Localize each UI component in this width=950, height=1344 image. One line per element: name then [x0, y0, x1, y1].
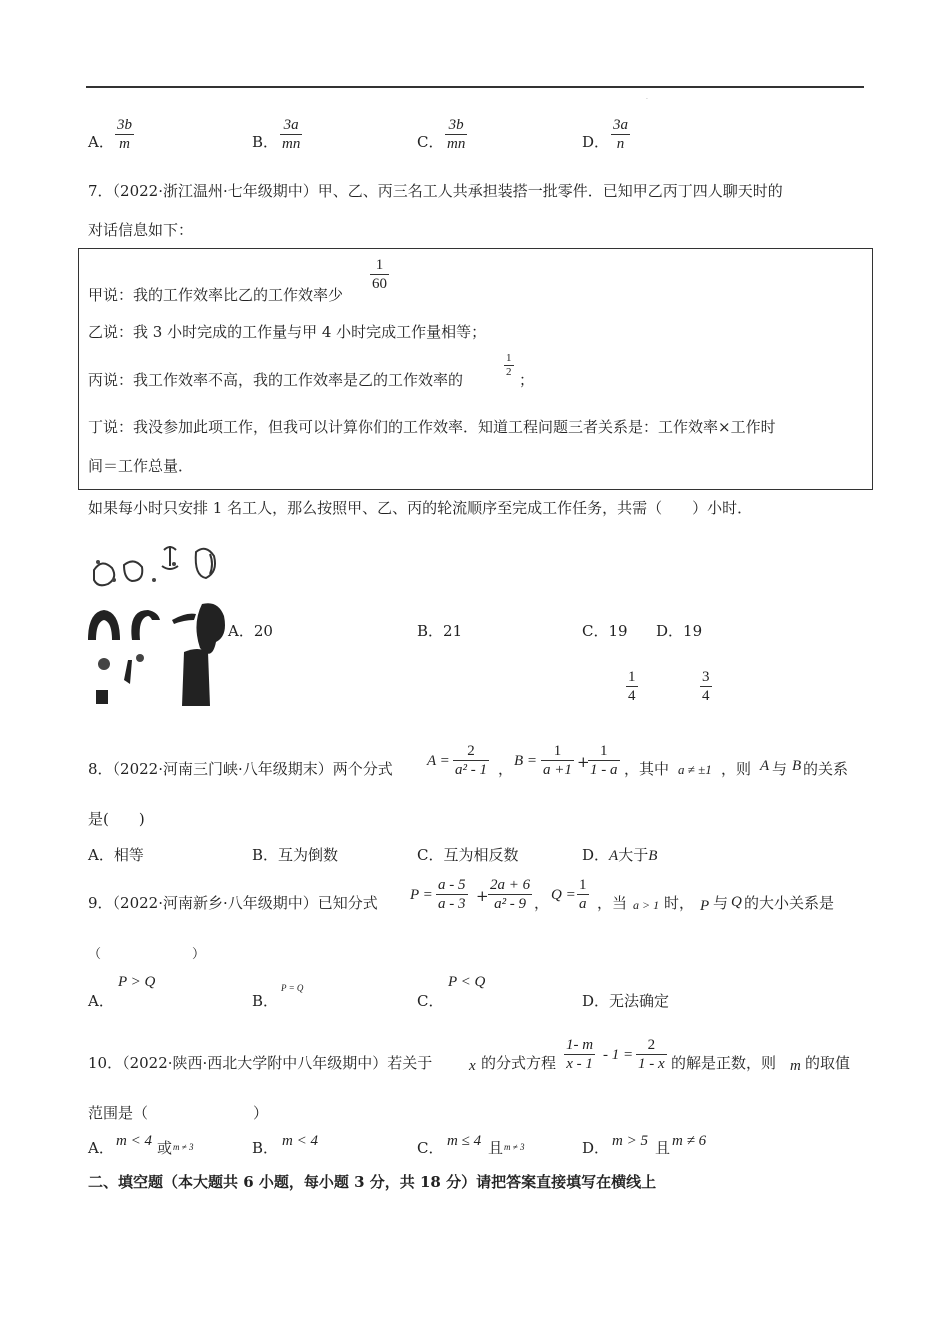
denominator: mn [282, 136, 301, 152]
q10-x: x [469, 1058, 476, 1074]
denominator: a - 3 [438, 896, 466, 912]
bing-fraction [504, 352, 514, 379]
numerator: a - 5 [438, 877, 466, 893]
numerator: 1 [588, 742, 620, 761]
q10-option-b: m < 4 [282, 1133, 318, 1149]
numerator: 3b [117, 117, 132, 133]
denominator: 2 [506, 366, 512, 378]
q7-stem-line2: 对话信息如下： [88, 221, 194, 239]
ding-statement-line1: 丁说：我没参加此项工作，但我可以计算你们的工作效率．知道工程问题三者关系是：工作效率×工作时 [88, 418, 776, 436]
q8-line2: 是( ) [88, 810, 145, 828]
q10-option-a-1: m < 4 [116, 1133, 152, 1149]
q7-option-b: B．21 [417, 622, 463, 640]
q10-stem-b: 的分式方程 [481, 1054, 557, 1072]
q8-stem-b: ，其中 [624, 760, 670, 778]
denominator: mn [447, 136, 466, 152]
q6-option-d-fraction [611, 116, 630, 153]
q10-stem-d: 的取值 [805, 1054, 851, 1072]
q10-option-a-2: m ≠ 3 [173, 1142, 194, 1152]
q10-option-d-and: 且 [655, 1139, 671, 1157]
numerator: 1 [579, 877, 587, 893]
q6-option-b-label: B． [252, 133, 279, 151]
q10-option-c-1: m ≤ 4 [447, 1133, 482, 1149]
label: D． [582, 846, 610, 864]
jia-statement: 甲说：我的工作效率比乙的工作效率少 [88, 286, 344, 304]
denominator: 4 [628, 688, 636, 704]
q9-line2: （ ） [88, 947, 206, 962]
denominator: 1 - x [638, 1056, 665, 1072]
numerator: 2a + 6 [490, 877, 531, 893]
q8-stem-c: ，则 [721, 760, 752, 778]
q9-option-b-label: B． [252, 992, 279, 1010]
numerator: 1 [541, 742, 574, 761]
q8-relation: 的关系 [803, 760, 849, 778]
q7-option-c-fraction [626, 668, 638, 705]
q9-stem-c: 时， [664, 894, 695, 912]
q9-P-eq: P = [410, 887, 433, 903]
q8-option-b: B．互为倒数 [252, 846, 339, 864]
numerator: 2 [636, 1036, 667, 1055]
numerator: 1 [370, 256, 389, 275]
q7-option-c: C．19 [582, 622, 628, 640]
q6-option-c-fraction [445, 116, 467, 153]
q8-condition: a ≠ ±1 [678, 762, 712, 777]
q9-Q-fraction [577, 876, 589, 913]
ding-statement-line2: 间＝工作总量． [88, 457, 194, 475]
numerator: 1 [628, 669, 636, 685]
q9-condition: a > 1 [633, 898, 660, 912]
bing-statement: 丙说：我工作效率不高，我的工作效率是乙的工作效率的 [88, 371, 464, 389]
q6-option-a-label: A． [88, 133, 114, 151]
denominator: a +1 [543, 762, 572, 778]
q10-stem-c: 的解是正数，则 [671, 1054, 777, 1072]
q6-option-a-fraction [115, 116, 134, 153]
q9-option-b: P = Q [281, 983, 304, 993]
q10-option-c-label: C． [417, 1139, 444, 1157]
q9-option-c-label: C． [417, 992, 444, 1010]
q10-right-fraction [636, 1036, 667, 1073]
q10-option-d-2: m ≠ 6 [672, 1133, 707, 1149]
q6-option-d-label: D． [582, 133, 610, 151]
q8-option-a: A．相等 [88, 846, 144, 864]
denominator: 1 - a [590, 762, 618, 778]
B: B [648, 848, 658, 864]
q9-comma: ， [534, 894, 550, 912]
denominator: n [616, 136, 625, 152]
q10-option-c-2: m ≠ 3 [504, 1142, 525, 1152]
denominator: x - 1 [566, 1056, 593, 1072]
denominator: a² - 1 [455, 762, 487, 778]
q8-B-fraction1 [541, 742, 574, 779]
q8-B-fraction2 [588, 742, 620, 779]
q9-plus: + [476, 887, 489, 905]
denominator: m [119, 136, 130, 152]
q7-stem-line1: 7．（2022·浙江温州·七年级期中）甲、乙、丙三名工人共承担装搭一批零件．已知甲乙丙丁四人聊天时的 [88, 182, 783, 200]
q9-option-c: P < Q [448, 974, 486, 990]
section-2-heading: 二、填空题（本大题共 6 小题，每小题 3 分，共 18 分）请把答案直接填写在横线上 [88, 1173, 657, 1191]
q9-option-a: P > Q [118, 974, 156, 990]
jia-fraction [370, 256, 389, 293]
q7-option-a: A．20 [228, 622, 273, 640]
q8-stem-a: 8．（2022·河南三门峡·八年级期末）两个分式 [88, 760, 393, 778]
q10-option-d-label: D． [582, 1139, 610, 1157]
q9-P-fraction1 [436, 876, 468, 913]
people-illustration [84, 540, 230, 710]
q6-option-b-fraction [280, 116, 302, 153]
q8-option-c: C．互为相反数 [417, 846, 519, 864]
header-rule [86, 86, 864, 88]
numerator: 3a [613, 117, 628, 133]
q10-minus-one: - 1 = [603, 1047, 634, 1063]
numerator: 2 [453, 742, 489, 761]
numerator: 3 [702, 669, 710, 685]
q10-stem-a: 10．（2022·陕西·西北大学附中八年级期中）若关于 [88, 1054, 433, 1072]
dot-mark: . [646, 94, 648, 101]
q8-comma: ， [498, 760, 514, 778]
numerator: 1- m [566, 1037, 594, 1053]
q10-option-d-1: m > 5 [612, 1133, 648, 1149]
mid: 大于 [618, 846, 649, 864]
q9-Q-eq: Q = [551, 887, 576, 903]
numerator: 3b [445, 116, 467, 135]
denominator: a² - 9 [494, 896, 527, 912]
q10-option-a-label: A． [88, 1139, 114, 1157]
q8-A: A [760, 758, 770, 774]
q8-option-d [582, 844, 657, 865]
q9-option-a-label: A． [88, 992, 114, 1010]
q10-m: m [790, 1058, 801, 1074]
q8-A-eq: A = [427, 753, 450, 769]
q10-left-fraction [564, 1036, 595, 1073]
denominator: 60 [372, 276, 387, 292]
denominator: a [579, 896, 587, 912]
numerator: 3a [280, 116, 302, 135]
q9-P-fraction2 [488, 876, 532, 913]
q7-option-d-fraction [700, 668, 712, 705]
q9-relation: 的大小关系是 [744, 894, 835, 912]
q9-option-d: D．无法确定 [582, 992, 670, 1010]
denominator: 4 [702, 688, 710, 704]
q10-option-b-label: B． [252, 1139, 279, 1157]
q7-option-d: D．19 [656, 622, 703, 640]
q10-line2: 范围是（ ） [88, 1104, 269, 1122]
q10-option-c-and: 且 [488, 1139, 504, 1157]
q7-question: 如果每小时只安排 1 名工人，那么按照甲、乙、丙的轮流顺序至完成工作任务，共需（ ）小时． [88, 499, 753, 517]
q9-P: P [700, 898, 710, 914]
numerator: 1 [506, 352, 512, 364]
q8-B-eq: B = [514, 753, 538, 769]
q8-B: B [792, 758, 802, 774]
q6-option-c-label: C． [417, 133, 444, 151]
q8-yu: 与 [772, 760, 788, 778]
q9-Q: Q [731, 894, 742, 910]
q8-plus: + [577, 753, 590, 771]
q9-stem-a: 9．（2022·河南新乡·八年级期中）已知分式 [88, 894, 378, 912]
q8-A-fraction [453, 742, 489, 779]
q9-yu: 与 [713, 894, 729, 912]
q9-stem-b: ，当 [597, 894, 628, 912]
bing-end: ； [519, 371, 535, 389]
A: A [609, 848, 619, 864]
yi-statement: 乙说：我 3 小时完成的工作量与甲 4 小时完成工作量相等； [88, 323, 487, 341]
q10-option-a-or: 或 [157, 1139, 173, 1157]
